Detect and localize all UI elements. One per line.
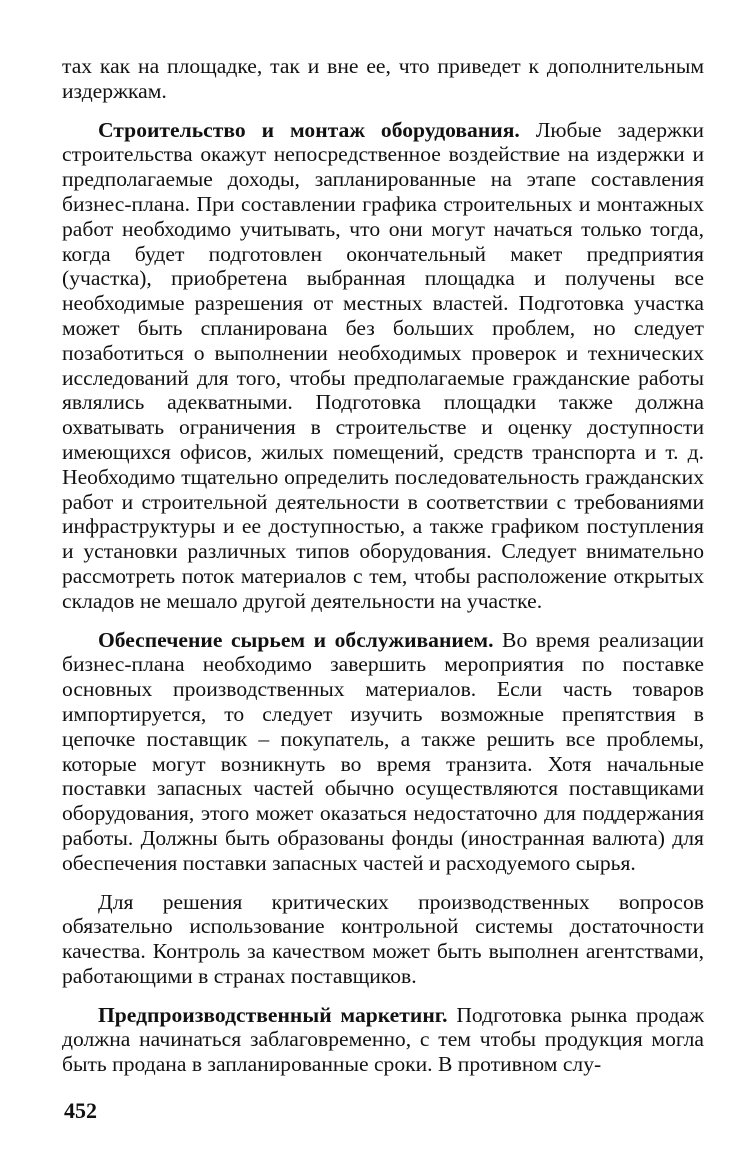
paragraph-marketing [62,1003,704,1077]
paragraph-text: Во время реализации бизнес-плана необходимо завершить мероприятия по поставке основных производственных материалов. Если часть товаров импортируется, то следует изучить возможные препятствия в цепочке поставщик – покупатель, а также решить все проблемы, которые могут возникнуть во время транзита. Хотя начальные поставки запасных частей обычно осуществляются поставщиками оборудования, этого может оказаться недостаточно для поддержания работы. Должны быть образованы фонды (иностранная валюта) для обеспечения поставки запасных частей и расходуемого сырья. [62,627,704,875]
paragraph-heading: Строительство и монтаж оборудования. [98,117,520,142]
page-body [62,54,704,1077]
paragraph-quality-control [62,890,704,989]
paragraph-text: тах как на площадке, так и вне ее, что приведет к дополнительным издержкам. [62,54,704,103]
page-number: 452 [64,1098,97,1123]
paragraph-construction [62,118,704,614]
paragraph-continuation [62,54,704,104]
paragraph-supply [62,628,704,876]
paragraph-heading: Обеспечение сырьем и обслуживанием. [98,627,494,652]
paragraph-text: Подготовка рынка продаж должна начинаться заблаговременно, с тем чтобы продукция могла быть продана в запланированные сроки. В противном слу- [62,1002,704,1077]
paragraph-text: Любые задержки строительства окажут непосредственное воздействие на издержки и предполагаемые доходы, запланированные на этапе составления бизнес-плана. При составлении графика строительных и монтажных работ необходимо учитывать, что они могут начаться только тогда, когда будет подготовлен окончательный макет предприятия (участка), приобретена выбранная площадка и получены все необходимые разрешения от местных властей. Подготовка участка может быть спланирована без больших проблем, но следует позаботиться о выполнении необходимых проверок и технических исследований для того, чтобы предполагаемые гражданские работы являлись адекватными. Подготовка площадки также должна охватывать ограничения в строительстве и оценку доступности имеющихся офисов, жилых помещений, средств транспорта и т. д. Необходимо тщательно определить последовательность гражданских работ и строительной деятельности в соответствии с требованиями инфраструктуры и ее доступностью, а также графиком поступления и установки различных типов оборудования. Следует внимательно рассмотреть поток материалов с тем, чтобы расположение открытых складов не мешало другой деятельности на участке. [62,117,704,613]
paragraph-text: Для решения критических производственных вопросов обязательно использование контрольной системы достаточности качества. Контроль за качеством может быть выполнен агентствами, работающими в странах поставщиков. [62,889,704,988]
paragraph-heading: Предпроизводственный маркетинг. [98,1002,448,1027]
